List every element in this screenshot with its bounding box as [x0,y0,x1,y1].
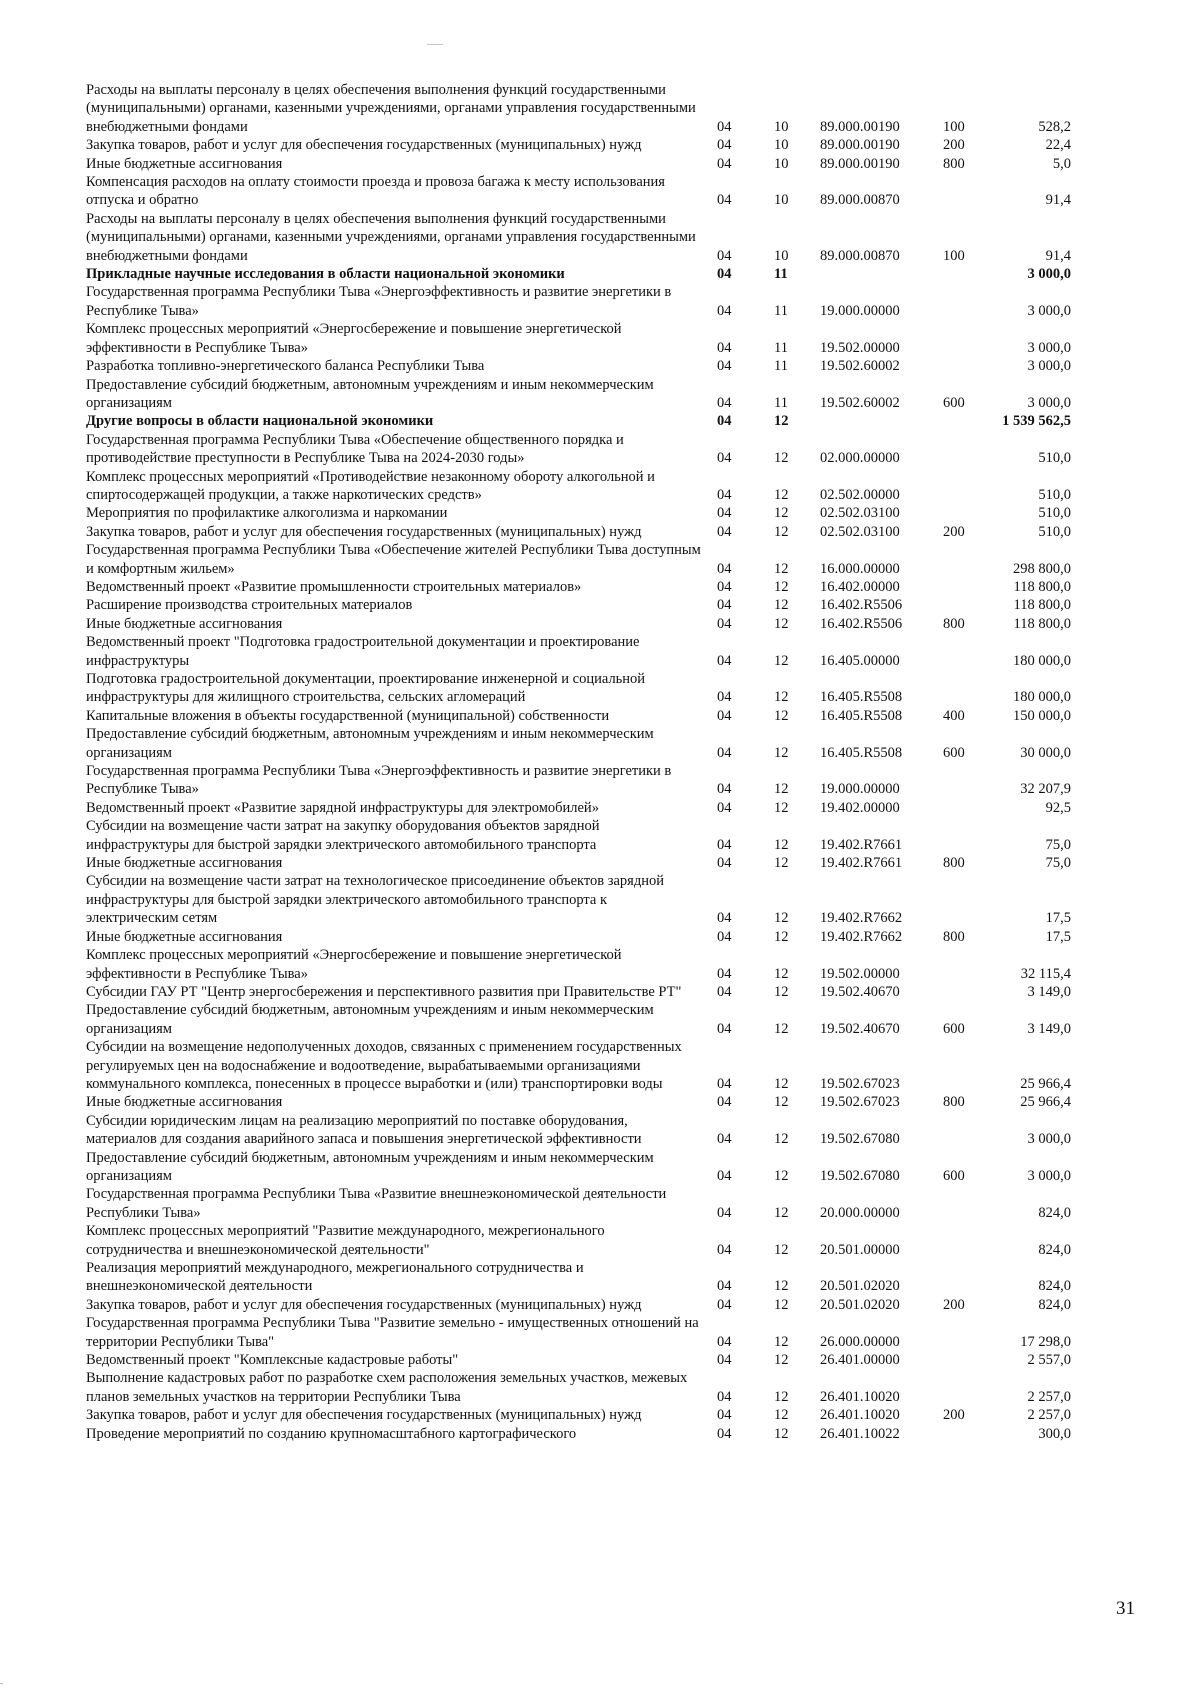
row-section-code: 04 [717,928,732,945]
row-target-article-code: 19.502.67023 [820,1094,900,1111]
table-row [86,431,1146,468]
row-name: Предоставление субсидий бюджетным, автономным учреждениям и иным некоммерческим организациям [86,726,654,761]
row-section-code: 04 [717,1278,732,1295]
row-subsection-code: 12 [774,928,789,945]
row-target-article-code: 89.000.00190 [820,155,900,172]
row-target-article-code: 19.502.60002 [820,394,900,411]
table-row [86,265,1146,283]
row-name: Субсидии юридическим лицам на реализацию мероприятий по поставке оборудования, материалов для создания аварийного запаса и повышения энергетической эффективности [86,1112,642,1148]
row-name: Государственная программа Республики Тыва «Развитие внешнеэкономической деятельности Республики Тыва» [86,1186,667,1221]
row-name: Иные бюджетные ассигнования [86,928,283,945]
row-name: Государственная программа Республики Тыва «Обеспечение общественного порядка и противодействие преступности в Республике Тыва на 2024-2030 годы» [86,431,624,467]
row-amount: 510,0 [1038,523,1071,540]
row-target-article-code: 16.405.00000 [820,652,900,669]
row-expense-type-code: 200 [943,137,965,154]
row-name: Предоставление субсидий бюджетным, автономным учреждениям и иным некоммерческим организациям [86,1002,654,1037]
row-section-code: 04 [717,450,732,467]
row-target-article-code: 19.000.00000 [820,781,900,798]
row-expense-type-code: 200 [943,1407,965,1424]
row-section-code: 04 [717,1407,732,1424]
row-name: Предоставление субсидий бюджетным, автономным учреждениям и иным некоммерческим организациям [86,376,654,411]
row-subsection-code: 11 [774,339,788,356]
row-amount: 17,5 [1045,928,1071,945]
row-expense-type-code: 800 [943,155,965,172]
row-amount: 91,4 [1045,247,1071,264]
row-subsection-code: 12 [774,781,789,798]
row-expense-type-code: 200 [943,523,965,540]
row-target-article-code: 26.401.10020 [820,1388,900,1405]
row-subsection-code: 10 [774,137,789,154]
row-amount: 3 000,0 [1027,339,1071,356]
row-section-code: 04 [717,578,732,595]
row-amount: 118 800,0 [1013,597,1071,614]
table-row [86,357,1146,375]
table-row [86,173,1146,210]
row-subsection-code: 12 [774,1278,789,1295]
table-row [86,1001,1146,1038]
table-row [86,1093,1146,1111]
table-row [86,799,1146,817]
row-name: Ведомственный проект "Комплексные кадастровые работы" [86,1352,459,1369]
table-row [86,670,1146,707]
table-row [86,1406,1146,1424]
row-amount: 3 000,0 [1027,1131,1071,1148]
table-row [86,81,1146,136]
row-amount: 17 298,0 [1020,1333,1071,1350]
row-amount: 32 207,9 [1020,781,1071,798]
row-name: Другие вопросы в области национальной экономики [86,413,434,430]
row-subsection-code: 11 [774,302,788,319]
scan-mark [0,1683,3,1684]
row-expense-type-code: 600 [943,394,965,411]
row-name: Комплекс процессных мероприятий «Энергосбережение и повышение энергетической эффективности в Республике Тыва» [86,947,622,982]
row-name: Закупка товаров, работ и услуг для обеспечения государственных (муниципальных) нужд [86,137,642,154]
row-subsection-code: 12 [774,1131,789,1148]
row-name: Прикладные научные исследования в области национальной экономики [86,266,565,283]
row-amount: 150 000,0 [1013,707,1071,724]
row-target-article-code: 26.401.10022 [820,1425,900,1442]
row-name: Государственная программа Республики Тыва «Энергоэффективность и развитие энергетики в Республике Тыва» [86,763,672,798]
table-row [86,541,1146,578]
row-expense-type-code: 800 [943,855,965,872]
row-name: Субсидии на возмещение части затрат на технологическое присоединение объектов зарядной инфраструктуры для быстрой зарядки электрического автомобильного транспорта к электрическим сетям [86,873,664,927]
row-expense-type-code: 100 [943,118,965,135]
row-name: Предоставление субсидий бюджетным, автономным учреждениям и иным некоммерческим организациям [86,1149,654,1184]
row-target-article-code: 19.502.67080 [820,1167,900,1184]
row-amount: 510,0 [1038,450,1071,467]
row-name: Государственная программа Республики Тыва "Развитие земельно - имущественных отношений на территории Республики Тыва" [86,1315,699,1350]
row-target-article-code: 19.402.R7662 [820,928,903,945]
row-expense-type-code: 400 [943,707,965,724]
table-row [86,983,1146,1001]
row-section-code: 04 [717,836,732,853]
budget-table [86,81,1146,1443]
row-amount: 30 000,0 [1020,744,1071,761]
row-name: Ведомственный проект "Подготовка градостроительной документации и проектирование инфраструктуры [86,634,640,669]
row-section-code: 04 [717,707,732,724]
table-row [86,817,1146,854]
table-row [86,1112,1146,1149]
row-name: Расходы на выплаты персоналу в целях обеспечения выполнения функций государственными (муниципальными) органами, казенными учреждениями, органами управления государственными внебюджетными фондами [86,210,696,264]
table-row [86,633,1146,670]
table-row [86,725,1146,762]
row-section-code: 04 [717,1333,732,1350]
row-target-article-code: 20.501.02020 [820,1278,900,1295]
row-name: Субсидии ГАУ РТ "Центр энергосбережения и перспективного развития при Правительстве РТ" [86,983,682,1000]
row-subsection-code: 12 [774,744,789,761]
table-row [86,1314,1146,1351]
row-subsection-code: 12 [774,707,789,724]
row-subsection-code: 12 [774,1204,789,1221]
row-subsection-code: 12 [774,983,789,1000]
table-row [86,707,1146,725]
row-name: Иные бюджетные ассигнования [86,1094,283,1111]
row-target-article-code: 19.502.60002 [820,358,900,375]
table-row [86,283,1146,320]
row-target-article-code: 02.502.03100 [820,523,900,540]
row-target-article-code: 26.000.00000 [820,1333,900,1350]
row-subsection-code: 12 [774,689,789,706]
table-row [86,320,1146,357]
row-amount: 32 115,4 [1020,965,1071,982]
row-name: Расходы на выплаты персоналу в целях обеспечения выполнения функций государственными (муниципальными) органами, казенными учреждениями, органами управления государственными внебюджетными фондами [86,82,696,135]
table-row [86,615,1146,633]
row-section-code: 04 [717,799,732,816]
table-row [86,504,1146,522]
row-expense-type-code: 600 [943,1020,965,1037]
row-subsection-code: 12 [774,1075,789,1092]
row-amount: 75,0 [1045,836,1071,853]
row-amount: 3 000,0 [1027,302,1071,319]
row-target-article-code: 26.401.00000 [820,1352,900,1369]
row-target-article-code: 89.000.00870 [820,192,900,209]
row-name: Выполнение кадастровых работ по разработке схем расположения земельных участков, межевых планов земельных участков на территории Республики Тыва [86,1370,688,1405]
row-amount: 510,0 [1038,486,1071,503]
row-target-article-code: 19.502.67080 [820,1131,900,1148]
row-target-article-code: 19.502.00000 [820,339,900,356]
row-section-code: 04 [717,1425,732,1442]
row-name: Государственная программа Республики Тыва «Обеспечение жителей Республики Тыва доступным и комфортным жильем» [86,542,701,577]
row-subsection-code: 10 [774,247,789,264]
row-target-article-code: 16.402.R5506 [820,615,903,632]
row-subsection-code: 11 [774,266,788,283]
table-row [86,210,1146,265]
row-amount: 118 800,0 [1013,578,1071,595]
row-section-code: 04 [717,744,732,761]
row-subsection-code: 12 [774,910,789,927]
row-section-code: 04 [717,118,732,135]
row-section-code: 04 [717,560,732,577]
row-amount: 91,4 [1045,192,1071,209]
row-section-code: 04 [717,965,732,982]
page-number: 31 [1116,1598,1135,1619]
row-subsection-code: 12 [774,450,789,467]
row-section-code: 04 [717,413,732,430]
row-section-code: 04 [717,1352,732,1369]
row-subsection-code: 10 [774,155,789,172]
row-amount: 824,0 [1038,1296,1071,1313]
row-subsection-code: 12 [774,615,789,632]
row-amount: 1 539 562,5 [1002,413,1071,430]
row-name: Комплекс процессных мероприятий "Развитие международного, межрегионального сотрудничества и внешнеэкономической деятельности" [86,1223,605,1258]
row-amount: 92,5 [1045,799,1071,816]
row-target-article-code: 19.502.40670 [820,983,900,1000]
row-amount: 2 257,0 [1027,1407,1071,1424]
row-amount: 3 000,0 [1027,394,1071,411]
row-subsection-code: 11 [774,358,788,375]
row-target-article-code: 19.402.00000 [820,799,900,816]
row-target-article-code: 16.405.R5508 [820,744,903,761]
row-subsection-code: 12 [774,855,789,872]
table-row [86,928,1146,946]
table-row [86,1038,1146,1093]
row-target-article-code: 19.502.40670 [820,1020,900,1037]
table-row [86,1259,1146,1296]
row-amount: 25 966,4 [1020,1075,1071,1092]
row-expense-type-code: 100 [943,247,965,264]
row-section-code: 04 [717,339,732,356]
row-section-code: 04 [717,523,732,540]
row-name: Комплекс процессных мероприятий «Энергосбережение и повышение энергетической эффективности в Республике Тыва» [86,321,622,356]
row-name: Ведомственный проект «Развитие зарядной инфраструктуры для электромобилей» [86,799,599,816]
row-target-article-code: 16.402.00000 [820,578,900,595]
row-amount: 3 000,0 [1027,1167,1071,1184]
table-row [86,155,1146,173]
row-subsection-code: 12 [774,836,789,853]
row-section-code: 04 [717,505,732,522]
row-subsection-code: 12 [774,652,789,669]
row-section-code: 04 [717,1167,732,1184]
row-subsection-code: 12 [774,1407,789,1424]
row-target-article-code: 20.501.00000 [820,1241,900,1258]
row-subsection-code: 12 [774,1020,789,1037]
row-amount: 298 800,0 [1013,560,1071,577]
row-expense-type-code: 600 [943,744,965,761]
row-target-article-code: 16.405.R5508 [820,707,903,724]
row-section-code: 04 [717,266,732,283]
row-name: Иные бюджетные ассигнования [86,615,283,632]
row-target-article-code: 16.405.R5508 [820,689,903,706]
row-name: Субсидии на возмещение части затрат на закупку оборудования объектов зарядной инфраструктуры для быстрой зарядки электрического автомобильного транспорта [86,818,600,853]
row-section-code: 04 [717,137,732,154]
row-amount: 3 149,0 [1027,1020,1071,1037]
row-section-code: 04 [717,689,732,706]
row-subsection-code: 12 [774,1167,789,1184]
row-name: Государственная программа Республики Тыва «Энергоэффективность и развитие энергетики в Республике Тыва» [86,284,672,319]
row-section-code: 04 [717,247,732,264]
table-row [86,578,1146,596]
table-row [86,596,1146,614]
row-section-code: 04 [717,615,732,632]
row-name: Иные бюджетные ассигнования [86,155,283,172]
row-name: Реализация мероприятий международного, межрегионального сотрудничества и внешнеэкономической деятельности [86,1260,584,1295]
row-target-article-code: 02.000.00000 [820,450,900,467]
row-expense-type-code: 600 [943,1167,965,1184]
row-section-code: 04 [717,855,732,872]
row-subsection-code: 12 [774,1241,789,1258]
row-name: Субсидии на возмещение недополученных доходов, связанных с применением государственных регулируемых цен на водоснабжение и водоотведение, вырабатываемыми организациями коммунального комплекса, понесенных в процессе выработки и (или) транспортировки воды [86,1039,682,1092]
row-name: Расширение производства строительных материалов [86,597,413,614]
row-subsection-code: 10 [774,118,789,135]
row-subsection-code: 12 [774,1352,789,1369]
row-section-code: 04 [717,486,732,503]
row-subsection-code: 12 [774,1296,789,1313]
row-section-code: 04 [717,394,732,411]
row-subsection-code: 12 [774,523,789,540]
row-amount: 824,0 [1038,1278,1071,1295]
row-subsection-code: 12 [774,799,789,816]
table-row [86,136,1146,154]
row-expense-type-code: 800 [943,615,965,632]
row-name: Мероприятия по профилактике алкоголизма и наркомании [86,505,448,522]
row-subsection-code: 12 [774,486,789,503]
row-section-code: 04 [717,302,732,319]
row-subsection-code: 12 [774,965,789,982]
row-amount: 300,0 [1038,1425,1071,1442]
row-subsection-code: 12 [774,413,789,430]
row-amount: 3 000,0 [1027,266,1071,283]
table-row [86,1222,1146,1259]
row-amount: 824,0 [1038,1241,1071,1258]
row-subsection-code: 12 [774,505,789,522]
row-section-code: 04 [717,1020,732,1037]
table-row [86,872,1146,927]
row-name: Комплекс процессных мероприятий «Противодействие незаконному обороту алкогольной и спиртосодержащей продукции, а также наркотических средств» [86,468,655,503]
row-target-article-code: 02.502.03100 [820,505,900,522]
row-name: Подготовка градостроительной документации, проектирование инженерной и социальной инфраструктуры для жилищного строительства, сельских агломераций [86,671,646,706]
row-name: Капитальные вложения в объекты государственной (муниципальной) собственности [86,707,610,724]
row-subsection-code: 12 [774,597,789,614]
table-row [86,1369,1146,1406]
row-target-article-code: 19.402.R7662 [820,910,903,927]
row-amount: 5,0 [1052,155,1071,172]
row-name: Иные бюджетные ассигнования [86,855,283,872]
row-amount: 180 000,0 [1013,652,1071,669]
row-target-article-code: 89.000.00190 [820,137,900,154]
row-section-code: 04 [717,1075,732,1092]
row-subsection-code: 12 [774,578,789,595]
table-row [86,468,1146,505]
row-subsection-code: 12 [774,1094,789,1111]
row-section-code: 04 [717,192,732,209]
table-row [86,946,1146,983]
table-row [86,854,1146,872]
row-section-code: 04 [717,1204,732,1221]
row-name: Закупка товаров, работ и услуг для обеспечения государственных (муниципальных) нужд [86,1296,642,1313]
row-amount: 3 000,0 [1027,358,1071,375]
row-expense-type-code: 800 [943,1094,965,1111]
row-name: Закупка товаров, работ и услуг для обеспечения государственных (муниципальных) нужд [86,523,642,540]
row-target-article-code: 19.402.R7661 [820,836,903,853]
row-section-code: 04 [717,1094,732,1111]
row-target-article-code: 89.000.00870 [820,247,900,264]
table-row [86,376,1146,413]
row-amount: 118 800,0 [1013,615,1071,632]
row-subsection-code: 12 [774,1333,789,1350]
row-section-code: 04 [717,652,732,669]
row-section-code: 04 [717,1241,732,1258]
row-target-article-code: 19.502.67023 [820,1075,900,1092]
row-subsection-code: 12 [774,1425,789,1442]
row-name: Проведение мероприятий по созданию крупномасштабного картографического [86,1425,577,1442]
row-section-code: 04 [717,781,732,798]
table-row [86,1149,1146,1186]
scan-mark [427,44,443,45]
row-target-article-code: 20.501.02020 [820,1296,900,1313]
table-row [86,1296,1146,1314]
row-expense-type-code: 200 [943,1296,965,1313]
row-name: Компенсация расходов на оплату стоимости проезда и провоза багажа к месту использования отпуска и обратно [86,174,665,209]
row-subsection-code: 12 [774,560,789,577]
table-row [86,762,1146,799]
row-amount: 528,2 [1038,118,1071,135]
row-name: Ведомственный проект «Развитие промышленности строительных материалов» [86,578,582,595]
row-amount: 180 000,0 [1013,689,1071,706]
row-target-article-code: 16.402.R5506 [820,597,903,614]
row-amount: 510,0 [1038,505,1071,522]
row-target-article-code: 02.502.00000 [820,486,900,503]
row-amount: 824,0 [1038,1204,1071,1221]
table-row [86,1425,1146,1443]
row-amount: 22,4 [1045,137,1071,154]
row-name: Закупка товаров, работ и услуг для обеспечения государственных (муниципальных) нужд [86,1407,642,1424]
row-section-code: 04 [717,983,732,1000]
row-section-code: 04 [717,1388,732,1405]
table-row [86,523,1146,541]
row-section-code: 04 [717,1131,732,1148]
row-subsection-code: 12 [774,1388,789,1405]
row-expense-type-code: 800 [943,928,965,945]
table-row [86,1351,1146,1369]
row-section-code: 04 [717,155,732,172]
row-target-article-code: 19.000.00000 [820,302,900,319]
row-target-article-code: 16.000.00000 [820,560,900,577]
table-row [86,412,1146,430]
row-section-code: 04 [717,358,732,375]
row-section-code: 04 [717,910,732,927]
row-target-article-code: 89.000.00190 [820,118,900,135]
row-target-article-code: 20.000.00000 [820,1204,900,1221]
row-amount: 2 257,0 [1027,1388,1071,1405]
row-target-article-code: 26.401.10020 [820,1407,900,1424]
row-subsection-code: 10 [774,192,789,209]
table-row [86,1185,1146,1222]
row-amount: 17,5 [1045,910,1071,927]
row-section-code: 04 [717,597,732,614]
row-target-article-code: 19.402.R7661 [820,855,903,872]
row-target-article-code: 19.502.00000 [820,965,900,982]
row-amount: 3 149,0 [1027,983,1071,1000]
row-name: Разработка топливно-энергетического баланса Республики Тыва [86,358,485,375]
row-amount: 75,0 [1045,855,1071,872]
row-section-code: 04 [717,1296,732,1313]
row-amount: 2 557,0 [1027,1352,1071,1369]
row-subsection-code: 11 [774,394,788,411]
row-amount: 25 966,4 [1020,1094,1071,1111]
